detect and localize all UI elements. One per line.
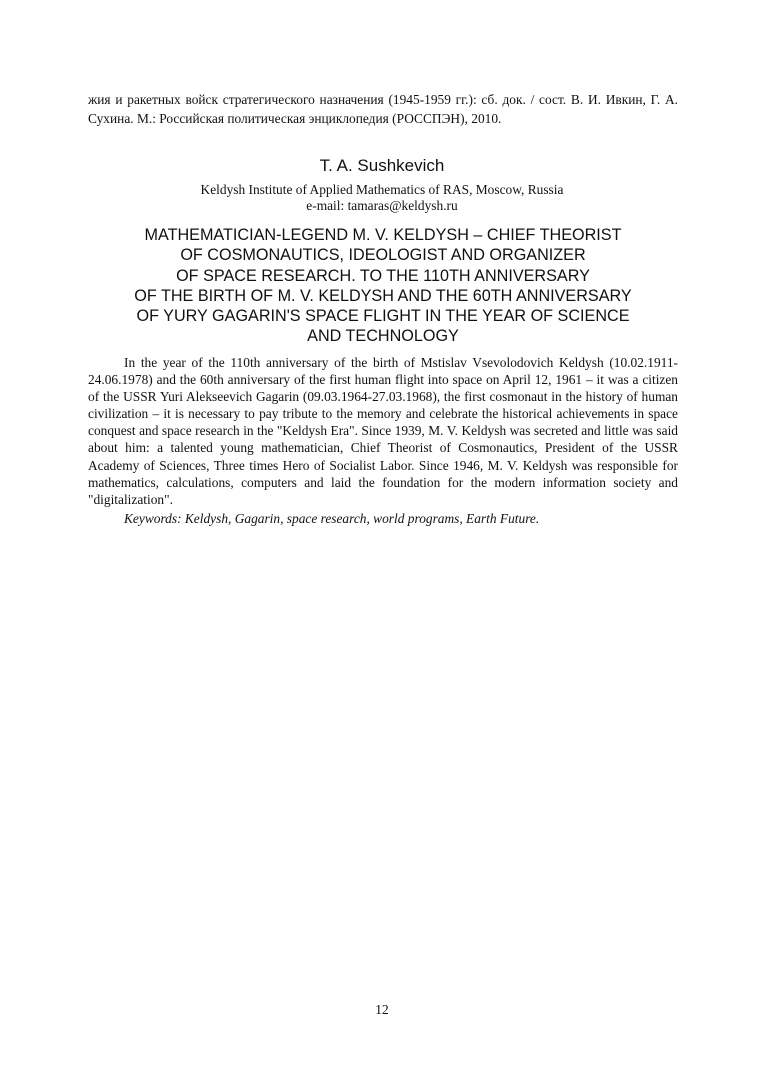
author-affiliation-block (0, 182, 764, 214)
article-title (95, 225, 671, 347)
page-number: 12 (375, 1002, 389, 1017)
title-line: OF COSMONAUTICS, IDEOLOGIST AND ORGANIZER (180, 246, 586, 265)
keywords: Keywords: Keldysh, Gagarin, space research, world programs, Earth Future. (124, 511, 540, 526)
title-line: OF THE BIRTH OF M. V. KELDYSH AND THE 60TH ANNIVERSARY (134, 286, 632, 305)
author-name: T. A. Sushkevich (319, 156, 445, 175)
reference-continuation: жия и ракетных войск стратегического назначения (1945-1959 гг.): сб. док. / сост. В. И. Ивкин, Г. А. Сухина. М.: Российская политическая энциклопедия (РОССПЭН), 2010. (88, 92, 678, 126)
title-line: MATHEMATICIAN-LEGEND M. V. KELDYSH – CHIEF THEORIST (144, 226, 622, 244)
affiliation: Keldysh Institute of Applied Mathematics of RAS, Moscow, Russia (200, 182, 564, 197)
title-line: OF SPACE RESEARCH. TO THE 110TH ANNIVERSARY (176, 266, 590, 285)
email: e-mail: tamaras@keldysh.ru (306, 198, 458, 213)
title-line: AND TECHNOLOGY (307, 327, 459, 346)
title-line: OF YURY GAGARIN'S SPACE FLIGHT IN THE YEAR OF SCIENCE (136, 307, 630, 326)
abstract-paragraph: In the year of the 110th anniversary of the birth of Mstislav Vsevolodovich Keldysh (10.02.1911-24.06.1978) and the 60th anniversary of the first human flight into space on April 12, 1961 – it was a citizen of the USSR Yuri Alekseevich Gagarin (09.03.1964-27.03.1968), the first cosmonaut in the history of human civilization – it is necessary to pay tribute to the memory and celebrate the historical achievements in space conquest and space research in the "Keldysh Era". Since 1939, M. V. Keldysh was secreted and little was said about him: a talented young mathematician, Chief Theorist of Cosmonautics, President of the USSR Academy of Sciences, Three times Hero of Socialist Labor. Since 1946, M. V. Keldysh was responsible for mathematics, calculations, computers and laid the foundation for the modern information society and "digitalization". (88, 355, 678, 507)
